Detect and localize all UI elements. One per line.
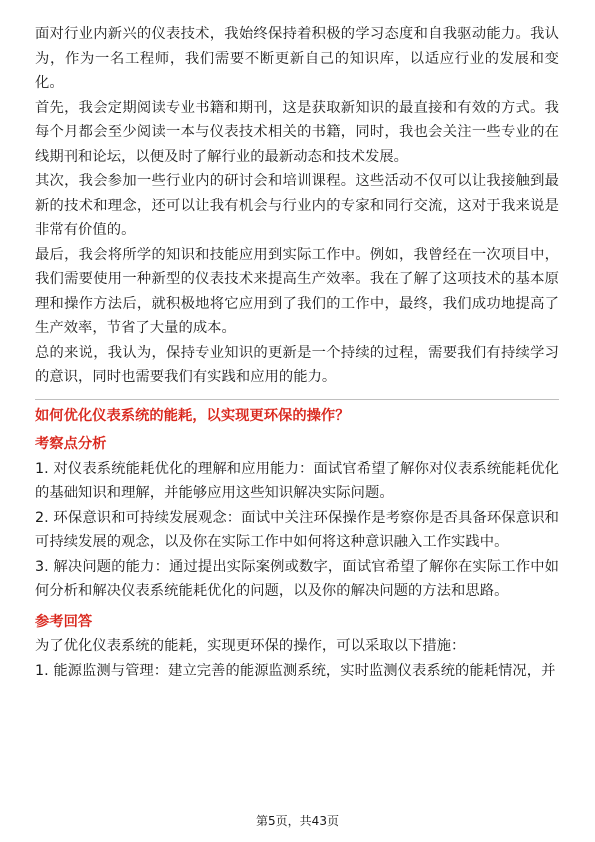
- intro-section: [35, 22, 559, 390]
- document-page: [35, 22, 559, 683]
- paragraph-3: 其次，我会参加一些行业内的研讨会和培训课程。这些活动不仅可以让我接触到最新的技术和理念，还可以让我有机会与行业内的专家和同行交流，这对于我来说是非常有价值的。: [35, 173, 559, 238]
- section-divider: [35, 399, 559, 400]
- analysis-item-1: 1. 对仪表系统能耗优化的理解和应用能力：面试官希望了解你对仪表系统能耗优化的基础知识和理解，并能够应用这些知识解决实际问题。: [35, 460, 559, 501]
- answer-item-1: 1. 能源监测与管理：建立完善的能源监测系统，实时监测仪表系统的能耗情况，并: [35, 662, 556, 679]
- analysis-item-3: 3. 解决问题的能力：通过提出实际案例或数字，面试官希望了解你在实际工作中如何分析和解决仪表系统能耗优化的问题，以及你的解决问题的方法和思路。: [35, 558, 559, 599]
- question-heading: 如何优化仪表系统的能耗，以实现更环保的操作？: [35, 407, 350, 424]
- answer-intro: 为了优化仪表系统的能耗，实现更环保的操作，可以采取以下措施：: [35, 638, 466, 654]
- analysis-item-2: 2. 环保意识和可持续发展观念：面试中关注环保操作是考察你是否具备环保意识和可持续发展的观念，以及你在实际工作中如何将这种意识融入工作实践中。: [35, 509, 559, 550]
- page-number: 第5页，共43页: [256, 814, 339, 828]
- analysis-heading: 考察点分析: [35, 436, 107, 452]
- answer-heading: 参考回答: [35, 613, 93, 630]
- paragraph-2: 首先，我会定期阅读专业书籍和期刊，这是获取新知识的最直接和有效的方式。我每个月都会至少阅读一本与仪表技术相关的书籍，同时，我也会关注一些专业的在线期刊和论坛，以便及时了解行业的最新动态和技术发展。: [35, 99, 559, 165]
- paragraph-1: 面对行业内新兴的仪表技术，我始终保持着积极的学习态度和自我驱动能力。我认为，作为一名工程师，我们需要不断更新自己的知识库，以适应行业的发展和变化。: [35, 26, 559, 91]
- paragraph-5: 总的来说，我认为，保持专业知识的更新是一个持续的过程，需要我们有持续学习的意识，同时也需要我们有实践和应用的能力。: [35, 344, 559, 385]
- paragraph-4: 最后，我会将所学的知识和技能应用到实际工作中。例如，我曾经在一次项目中，我们需要使用一种新型的仪表技术来提高生产效率。我在了解了这项技术的基本原理和操作方法后，就积极地将它应用到了我们的工作中，最终，我们成功地提高了生产效率，节省了大量的成本。: [35, 246, 559, 336]
